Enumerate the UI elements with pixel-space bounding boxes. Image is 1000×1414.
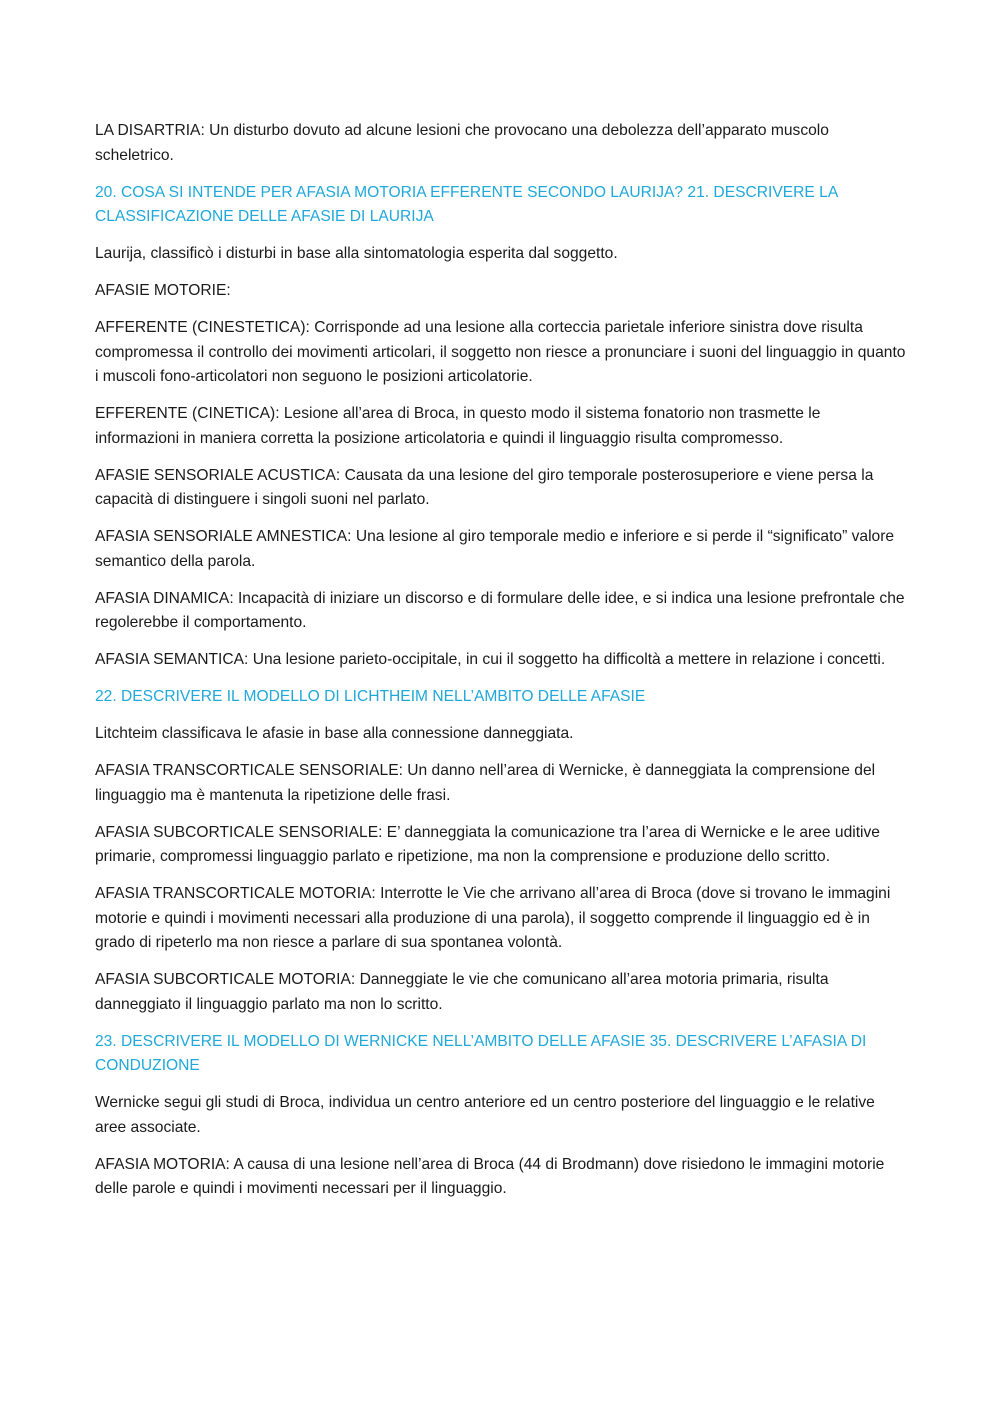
paragraph-wernicke-intro: Wernicke segui gli studi di Broca, individua un centro anteriore ed un centro posteriore del linguaggio e le relative aree associate. (95, 1094, 875, 1136)
paragraph-subcorticale-sensoriale: AFASIA SUBCORTICALE SENSORIALE: E’ danneggiata la comunicazione tra l’area di Wernicke e le aree uditive primarie, compromessi linguaggio parlato e ripetizione, ma non la comprensione e produzione dello scritto. (95, 823, 880, 865)
paragraph-sensoriale-acustica: AFASIE SENSORIALE ACUSTICA: Causata da una lesione del giro temporale posterosuperiore e viene persa la capacità di distinguere i singoli suoni nel parlato. (95, 466, 874, 508)
paragraph-subcorticale-motoria: AFASIA SUBCORTICALE MOTORIA: Danneggiate le vie che comunicano all’area motoria primaria, risulta danneggiato il linguaggio parlato ma non lo scritto. (95, 971, 829, 1013)
paragraph-efferente: EFFERENTE (CINETICA): Lesione all’area di Broca, in questo modo il sistema fonatorio non trasmette le informazioni in maniera corretta la posizione articolatoria e quindi il linguaggio risulta compromesso. (95, 405, 821, 447)
heading-question-22: 22. DESCRIVERE IL MODELLO DI LICHTHEIM NELL’AMBITO DELLE AFASIE (95, 688, 646, 705)
paragraph-laurija-intro: Laurija, classificò i disturbi in base alla sintomatologia esperita dal soggetto. (95, 245, 618, 262)
paragraph-afasia-motoria: AFASIA MOTORIA: A causa di una lesione nell’area di Broca (44 di Brodmann) dove risiedono le immagini motorie delle parole e quindi i movimenti necessari per il linguaggio. (95, 1155, 885, 1197)
paragraph-transcorticale-motoria: AFASIA TRANSCORTICALE MOTORIA: Interrotte le Vie che arrivano all’area di Broca (dove si trovano le immagini motorie e quindi i movimenti necessari alla produzione di una parola), il soggetto comprende il linguaggio ed è in grado di ripeterlo ma non riesce a parlare di sua spontanea volontà. (95, 885, 891, 951)
heading-question-20-21: 20. COSA SI INTENDE PER AFASIA MOTORIA EFFERENTE SECONDO LAURIJA? 21. DESCRIVERE LA CLASSIFICAZIONE DELLE AFASIE DI LAURIJA (95, 183, 838, 225)
paragraph-afasia-dinamica: AFASIA DINAMICA: Incapacità di iniziare un discorso e di formulare delle idee, e si indica una lesione prefrontale che regolerebbe il comportamento. (95, 589, 905, 631)
paragraph-sensoriale-amnestica: AFASIA SENSORIALE AMNESTICA: Una lesione al giro temporale medio e inferiore e si perde il “significato” valore semantico della parola. (95, 528, 895, 570)
paragraph-afasie-motorie: AFASIE MOTORIE: (95, 282, 231, 299)
paragraph-afferente: AFFERENTE (CINESTETICA): Corrisponde ad una lesione alla corteccia parietale inferiore sinistra dove risulta compromessa il controllo dei movimenti articolari, il soggetto non riesce a pronunciare i suoni del linguaggio in quanto i muscoli fono-articolatori non seguono le posizioni articolatorie. (95, 319, 906, 385)
paragraph-disartria: LA DISARTRIA: Un disturbo dovuto ad alcune lesioni che provocano una debolezza dell’apparato muscolo scheletrico. (95, 122, 829, 164)
paragraph-lichtheim-intro: Litchteim classificava le afasie in base alla connessione danneggiata. (95, 725, 574, 742)
document-page (95, 119, 907, 1214)
paragraph-transcorticale-sensoriale: AFASIA TRANSCORTICALE SENSORIALE: Un danno nell’area di Wernicke, è danneggiata la comprensione del linguaggio ma è mantenuta la ripetizione delle frasi. (95, 762, 876, 804)
paragraph-afasia-semantica: AFASIA SEMANTICA: Una lesione parieto-occipitale, in cui il soggetto ha difficoltà a mettere in relazione i concetti. (95, 651, 886, 668)
heading-question-23-35: 23. DESCRIVERE IL MODELLO DI WERNICKE NELL’AMBITO DELLE AFASIE 35. DESCRIVERE L’AFASIA DI CONDUZIONE (95, 1032, 867, 1074)
